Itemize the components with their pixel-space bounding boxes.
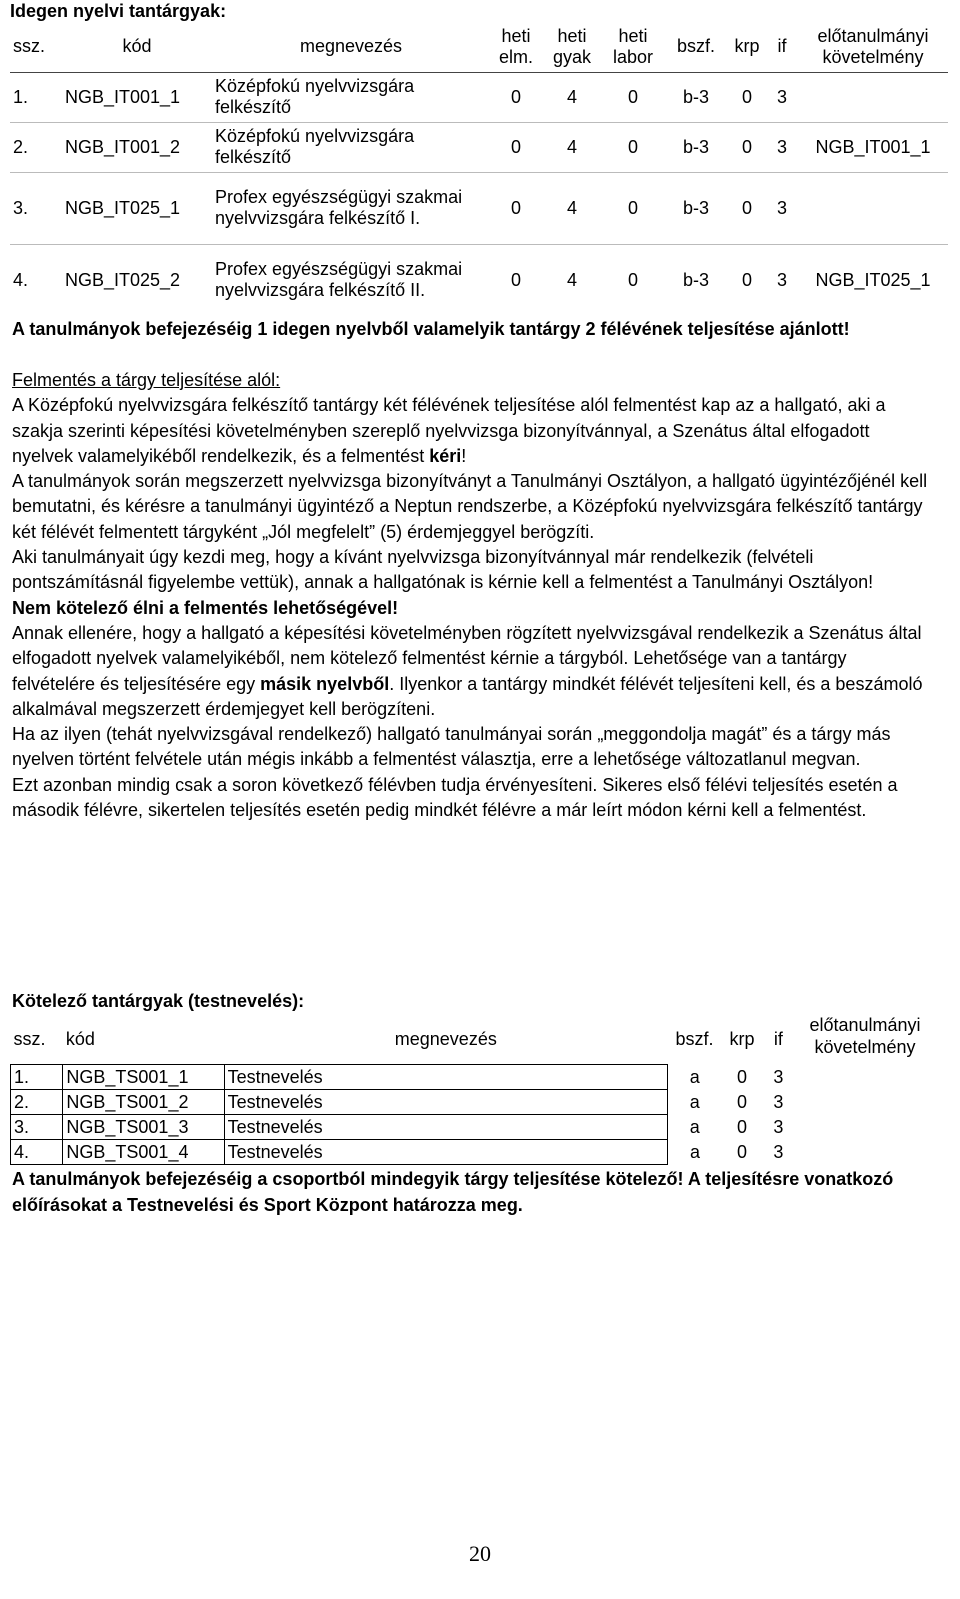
cell-ssz: 3. — [11, 1114, 63, 1139]
cell-krp: 0 — [737, 1141, 748, 1162]
table-header-row — [11, 1014, 795, 1064]
cell-if: 3 — [773, 1066, 784, 1087]
header-kod: kód — [62, 22, 212, 72]
exemption-heading: Felmentés a tárgy teljesítése alól: — [12, 370, 281, 390]
cell-krp: 0 — [728, 72, 766, 122]
cell-bszf: a — [689, 1141, 700, 1162]
header-heti-elm: heti elm. — [490, 22, 542, 72]
header-if: if — [766, 22, 798, 72]
header-bszf: bszf. — [675, 1029, 714, 1049]
table-row — [11, 1064, 795, 1089]
header-kod: kód — [65, 1028, 95, 1049]
cell-megnevezes: Profex egyészségügyi szakmai nyelvvizsgára felkészítő II. — [212, 244, 490, 316]
header-bszf: bszf. — [664, 22, 728, 72]
table-row — [10, 72, 948, 122]
cell-megnevezes: Testnevelés — [224, 1064, 667, 1089]
cell-kod: NGB_IT001_1 — [62, 72, 212, 122]
cell-kod: NGB_IT025_1 — [62, 172, 212, 244]
language-courses-table — [10, 22, 948, 316]
cell-kod: NGB_TS001_1 — [63, 1064, 224, 1089]
cell-ssz: 2. — [10, 122, 62, 172]
cell-if: 3 — [766, 72, 798, 122]
cell-ssz: 2. — [11, 1089, 63, 1114]
header-heti-labor: heti labor — [602, 22, 664, 72]
exemption-paragraph-2: A tanulmányok során megszerzett nyelvvizsga bizonyítványt a Tanulmányi Osztályon, a hallgató ügyintézőjénél kell bemutatni, és kérésre a tanulmányi ügyintéző a Neptun rendszerbe, a Középfokú nyelvvizsgára felkészítő tantárgy két félévét felmentett tárgyként „Jól megfelelt” (5) érdemjeggyel berögzíti. — [12, 471, 928, 542]
cell-heti-gyak: 4 — [542, 72, 602, 122]
cell-elotanulmanyi: NGB_IT001_1 — [798, 122, 948, 172]
header-elotanulmanyi: előtanulmányi követelmény — [798, 22, 948, 72]
exemption-section — [12, 368, 932, 823]
cell-krp: 0 — [737, 1066, 748, 1087]
cell-krp: 0 — [728, 172, 766, 244]
cell-ssz: 1. — [10, 72, 62, 122]
cell-bszf: a — [689, 1116, 700, 1137]
cell-heti-elm: 0 — [490, 72, 542, 122]
cell-if: 3 — [773, 1091, 784, 1112]
cell-megnevezes: Középfokú nyelvvizsgára felkészítő — [212, 122, 490, 172]
cell-if: 3 — [766, 122, 798, 172]
language-note: A tanulmányok befejezéséig 1 idegen nyelvből valamelyik tantárgy 2 félévének teljesítése ajánlott! — [12, 319, 850, 339]
header-krp: krp — [728, 22, 766, 72]
table-row — [11, 1114, 795, 1139]
not-required-notice: Nem kötelező élni a felmentés lehetőségével! — [12, 597, 399, 618]
table-row — [10, 244, 948, 316]
pe-courses-table — [10, 1014, 795, 1165]
cell-kod: NGB_IT025_2 — [62, 244, 212, 316]
cell-bszf: b-3 — [664, 244, 728, 316]
cell-heti-gyak: 4 — [542, 122, 602, 172]
cell-if: 3 — [773, 1141, 784, 1162]
page-number: 20 — [469, 1541, 491, 1566]
table-row — [11, 1139, 795, 1164]
cell-if: 3 — [766, 244, 798, 316]
table-header-row — [10, 22, 948, 72]
language-section-title: Idegen nyelvi tantárgyak: — [10, 1, 227, 21]
header-heti-gyak: heti gyak — [542, 22, 602, 72]
cell-megnevezes: Testnevelés — [224, 1089, 667, 1114]
cell-bszf: a — [689, 1091, 700, 1112]
cell-krp: 0 — [737, 1116, 748, 1137]
cell-krp: 0 — [728, 122, 766, 172]
cell-megnevezes: Középfokú nyelvvizsgára felkészítő — [212, 72, 490, 122]
exemption-paragraph-6: Ezt azonban mindig csak a soron következő félévben tudja érvényesíteni. Sikeres első félévi teljesítés esetén a második félévre, sikertelen teljesítés esetén pedig mindkét félévre a már leírt módon kérni kell a felmentést. — [12, 774, 898, 821]
pe-section-title: Kötelező tantárgyak (testnevelés): — [12, 991, 305, 1011]
header-megnevezes: megnevezés — [212, 22, 490, 72]
cell-megnevezes: Testnevelés — [224, 1139, 667, 1164]
cell-bszf: b-3 — [664, 172, 728, 244]
cell-megnevezes: Testnevelés — [224, 1114, 667, 1139]
table-row — [10, 122, 948, 172]
header-ssz: ssz. — [13, 1028, 46, 1049]
cell-heti-gyak: 4 — [542, 172, 602, 244]
exemption-paragraph-1: A Középfokú nyelvvizsgára felkészítő tantárgy két félévének teljesítése alól felmentést kap az a hallgató, aki a szakja szerinti képesítési követelményben szereplő nyelvvizsga bizonyítvánnyal, a Szenátus által elfogadott nyelvek valamelyikéből rendelkezik, és a felmentést kéri! — [12, 395, 886, 466]
cell-kod: NGB_IT001_2 — [62, 122, 212, 172]
exemption-paragraph-5: Ha az ilyen (tehát nyelvvizsgával rendelkező) hallgató tanulmányai során „meggondolja magát” és a tárgy más nyelven történt felvétele után mégis inkább a felmentést választja, erre a lehetősége változatlanul megvan. — [12, 724, 891, 770]
cell-ssz: 4. — [10, 244, 62, 316]
cell-kod: NGB_TS001_3 — [63, 1114, 224, 1139]
cell-elotanulmanyi: NGB_IT025_1 — [798, 244, 948, 316]
pe-header-elotanulmanyi: előtanulmányi követelmény — [809, 1015, 921, 1057]
cell-ssz: 3. — [10, 172, 62, 244]
cell-heti-labor: 0 — [602, 244, 664, 316]
exemption-paragraph-3: Aki tanulmányait úgy kezdi meg, hogy a kívánt nyelvvizsga bizonyítvánnyal már rendelkezik (felvételi pontszámításnál figyelembe vettük), annak a hallgatónak is kérnie kell a felmentést a Tanulmányi Osztályon! — [12, 547, 874, 593]
cell-heti-elm: 0 — [490, 172, 542, 244]
cell-heti-labor: 0 — [602, 172, 664, 244]
cell-if: 3 — [766, 172, 798, 244]
cell-megnevezes: Profex egyészségügyi szakmai nyelvvizsgára felkészítő I. — [212, 172, 490, 244]
cell-heti-elm: 0 — [490, 244, 542, 316]
cell-heti-labor: 0 — [602, 122, 664, 172]
cell-heti-elm: 0 — [490, 122, 542, 172]
cell-krp: 0 — [728, 244, 766, 316]
cell-bszf: b-3 — [664, 122, 728, 172]
header-krp: krp — [729, 1029, 755, 1049]
cell-kod: NGB_TS001_2 — [63, 1089, 224, 1114]
cell-heti-gyak: 4 — [542, 244, 602, 316]
table-row — [11, 1089, 795, 1114]
header-if: if — [773, 1029, 783, 1049]
cell-bszf: b-3 — [664, 72, 728, 122]
exemption-paragraph-4: Annak ellenére, hogy a hallgató a képesítési követelményben rögzített nyelvvizsgával rendelkezik a Szenátus által elfogadott nyelvek valamelyikéből, nem kötelező felmentést kérnie a tárgyból. Lehetősége van a tantárgy felvételére és teljesítésére egy másik nyelvből. Ilyenkor a tantárgy mindkét félévét teljesíteni kell, és a beszámoló alkalmával megszerzett érdemjegyet kell berögzíteni. — [12, 622, 923, 719]
cell-bszf: a — [689, 1066, 700, 1087]
header-megnevezes: megnevezés — [394, 1028, 497, 1049]
cell-heti-labor: 0 — [602, 72, 664, 122]
table-row — [10, 172, 948, 244]
cell-ssz: 1. — [11, 1064, 63, 1089]
cell-if: 3 — [773, 1116, 784, 1137]
pe-note: A tanulmányok befejezéséig a csoportból mindegyik tárgy teljesítése kötelező! A teljesítésre vonatkozó előírásokat a Testnevelési és Sport Központ határozza meg. — [12, 1169, 894, 1215]
cell-krp: 0 — [737, 1091, 748, 1112]
cell-ssz: 4. — [11, 1139, 63, 1164]
cell-elotanulmanyi — [798, 172, 948, 244]
cell-kod: NGB_TS001_4 — [63, 1139, 224, 1164]
header-ssz: ssz. — [10, 22, 62, 72]
cell-elotanulmanyi — [798, 72, 948, 122]
